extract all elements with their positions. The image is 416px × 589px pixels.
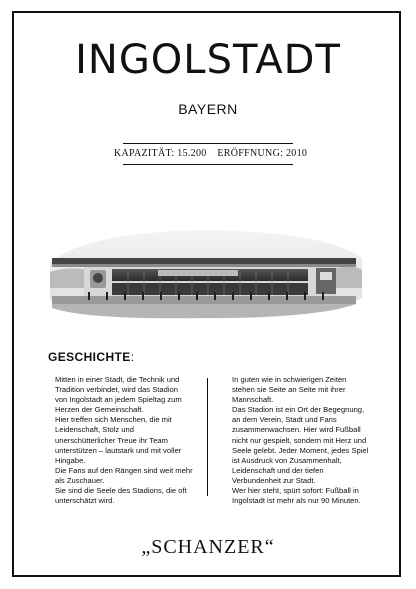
history-line: In guten wie in schwierigen Zeiten — [232, 375, 347, 384]
info-rule-top — [123, 143, 293, 144]
history-line: Seele gelebt. Jeder Moment, jedes Spiel — [232, 445, 369, 455]
history-line: unterschätzt wird. — [55, 496, 115, 506]
history-line: zusammenwachsen. Hier wird Fußball — [232, 425, 361, 435]
history-line: unerschütterlicher Treue ihr Team — [55, 435, 168, 445]
history-line: als Zuschauer. — [55, 475, 105, 485]
history-line: unterstützen – lautstark und mit voller — [55, 445, 182, 455]
history-line: Tradition verbindet, wird das Stadion — [55, 385, 178, 395]
history-line: an dem Verein, Stadt und Fans — [232, 415, 337, 425]
history-line: Mannschaft. — [232, 395, 274, 405]
history-line: Herzen der Gemeinschaft. — [55, 405, 144, 415]
history-column-left — [55, 375, 205, 506]
history-line: Leidenschaft, Stolz und — [55, 425, 134, 435]
stadium-info — [110, 148, 306, 159]
history-line: Verbundenheit zur Stadt. — [232, 475, 316, 485]
history-heading-colon: : — [130, 350, 135, 364]
history-line: ist Ausdruck von Zusammenhalt, — [232, 455, 342, 465]
region-subtitle: BAYERN — [178, 101, 238, 117]
history-line: Ingolstadt ist mehr als nur 90 Minuten. — [232, 496, 361, 506]
history-heading — [48, 350, 134, 364]
stadium-photo — [48, 228, 364, 320]
history-line: Sie sind die Seele des Stadions, die oft — [55, 486, 187, 496]
opened-text: ERÖFFNUNG: 2010 — [217, 148, 308, 159]
history-line: Hier treffen sich Menschen, die mit — [55, 415, 172, 425]
history-line: Wer hier steht, spürt sofort: Fußball in — [232, 486, 359, 496]
history-line: von Ingolstadt an jedem Spieltag zum — [55, 395, 182, 405]
info-rule-bottom — [123, 164, 293, 165]
history-line: Mitten in einer Stadt, die Technik und — [55, 375, 180, 384]
history-heading-text: GESCHICHTE — [48, 350, 131, 364]
history-line: Die Fans auf den Rängen sind weit mehr — [55, 465, 193, 475]
history-line: stehen sie Seite an Seite mit ihrer — [232, 385, 346, 395]
history-line: Hingabe. — [55, 455, 86, 465]
capacity-text: KAPAZITÄT: 15.200 — [114, 148, 207, 159]
slogan: „SCHANZER“ — [141, 536, 275, 558]
history-line: nicht nur gespielt, sondern mit Herz und — [232, 435, 367, 445]
history-column-right — [232, 375, 388, 506]
history-line: Das Stadion ist ein Ort der Begegnung, — [232, 405, 365, 415]
column-divider — [207, 378, 208, 496]
city-title: INGOLSTADT — [75, 37, 341, 83]
history-line: Leidenschaft und der tiefen — [232, 465, 324, 475]
